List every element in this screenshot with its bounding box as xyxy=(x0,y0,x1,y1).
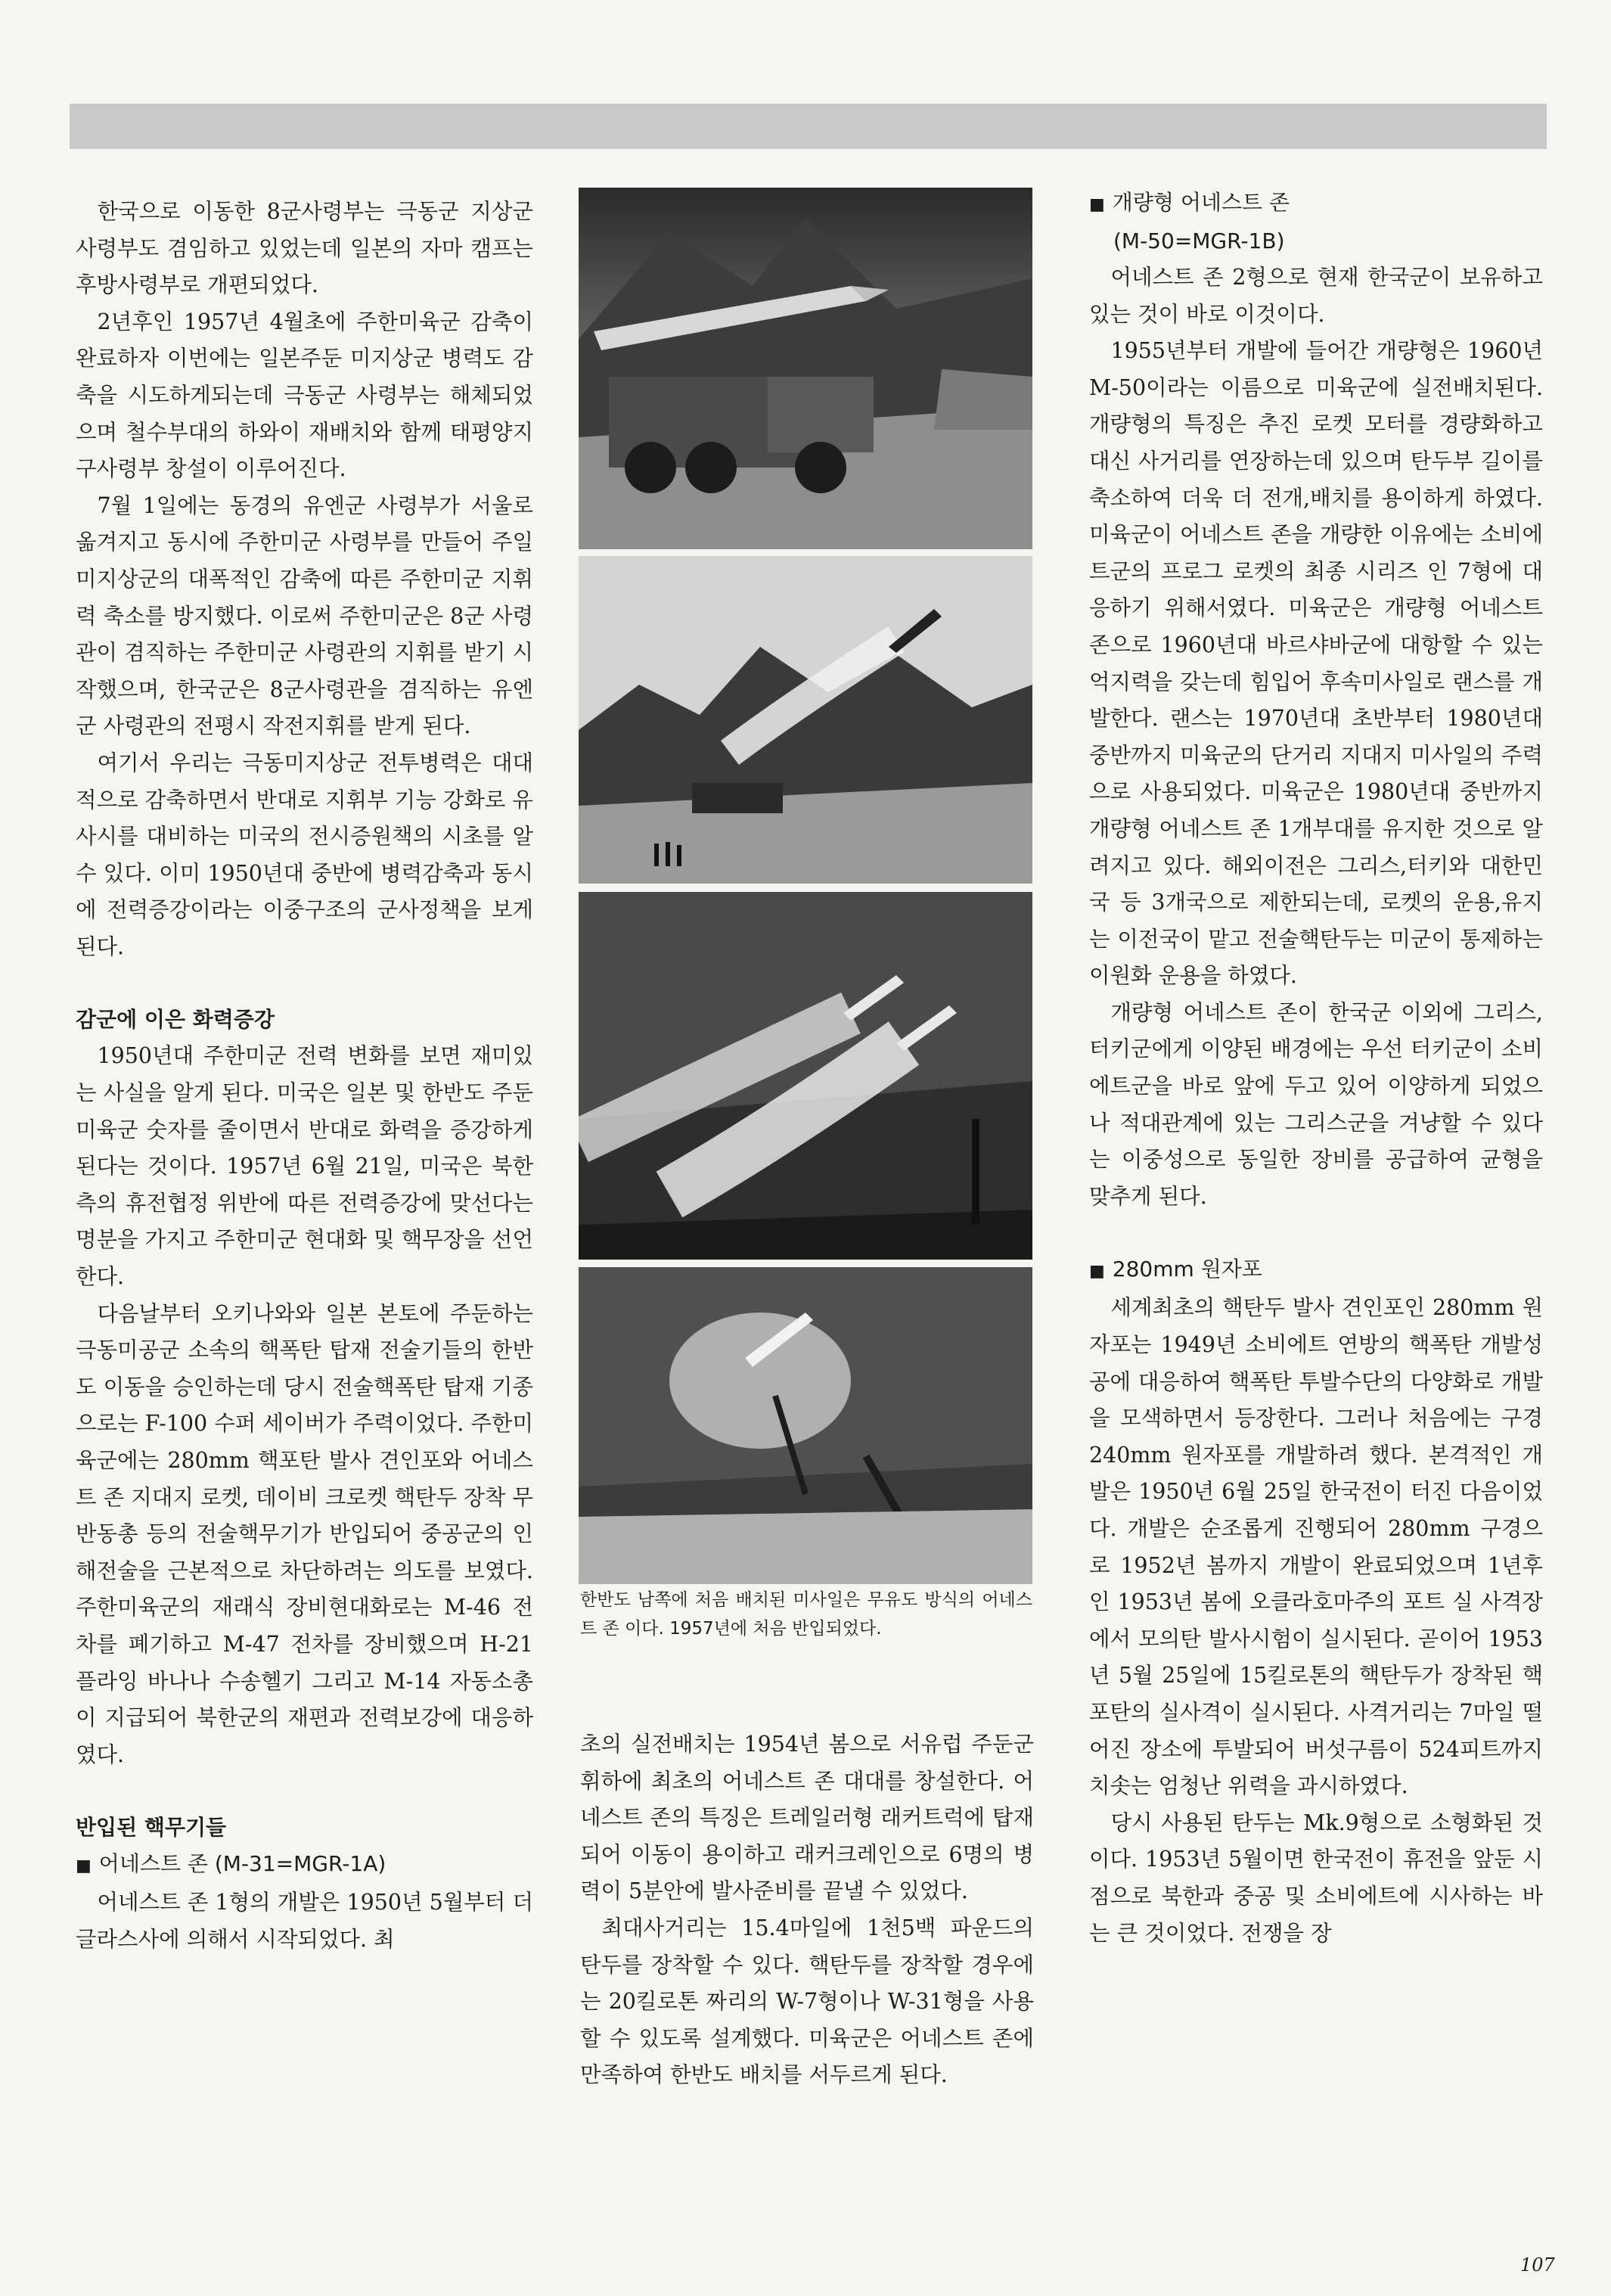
paragraph: 초의 실전배치는 1954년 봄으로 서유럽 주둔군 휘하에 최초의 어네스트 존 대대를 창설한다. 어네스트 존의 특징은 트레일러형 래커트럭에 탑재되어 이동이 용이하고 래커크레인으로 6명의 병력이 5분안에 발사준비를 끝낼 수 있었다. xyxy=(580,1732,1034,1904)
photo-missile-launch-mountain xyxy=(579,556,1032,884)
paragraph: 1955년부터 개발에 들어간 개량형은 1960년 M-50이라는 이름으로 미육군에 실전배치된다. 개량형의 특징은 추진 로켓 모터를 경량화하고 대신 사거리를 연장하는데 있으며 탄두부 길이를 축소하여 더욱 더 전개,배치를 용이하게 하였다. 미육군이 어네스트 존을 개량한 이유에는 소비에트군의 프로그 로켓의 최종 시리즈 인 7형에 대응하기 위해서였다. 미육군은 개량형 어네스트 존으로 1960년대 바르샤바군에 대항할 수 있는 억지력을 갖는데 힘입어 후속미사일로 랜스를 개발한다. 랜스는 1970년대 초반부터 1980년대 중반까지 미육군의 단거리 지대지 미사일의 주력으로 사용되었다. 미육군은 1980년대 중반까지 개량형 어네스트 존 1개부대를 유지한 것으로 알려지고 있다. 해외이전은 그리스,터키와 대한민국 등 3개국으로 제한되는데, 로켓의 운용,유지는 이전국이 맡고 전술핵탄두는 미군이 통제하는 이원화 운용을 하였다. xyxy=(1089,338,1543,989)
column-middle xyxy=(580,1726,1034,2094)
paragraph: 한국으로 이동한 8군사령부는 극동군 지상군 사령부도 겸임하고 있었는데 일본의 자마 캠프는 후방사령부로 개편되었다. xyxy=(76,199,533,298)
photo-missile-launch-desert xyxy=(579,1267,1032,1584)
photo-twin-missile-launch xyxy=(579,892,1032,1260)
section-heading: 감군에 이은 화력증강 xyxy=(76,1007,275,1033)
section-heading: 반입된 핵무기들 xyxy=(76,1815,227,1841)
subheading: ■ 개량형 어네스트 존 xyxy=(1089,190,1290,215)
paragraph: 세계최초의 핵탄두 발사 견인포인 280mm 원자포는 1949년 소비에트 연방의 핵폭탄 개발성공에 대응하여 핵폭탄 투발수단의 다양화로 개발을 모색하면서 등장한다. 그러나 처음에는 구경 240mm 원자포를 개발하려 했다. 본격적인 개발은 1950년 6월 25일 한국전이 터진 다음이었다. 개발은 순조롭게 진행되어 280mm 구경으로 1952년 봄까지 개발이 완료되었으며 1년후인 1953년 봄에 오클라호마주의 포트 실 사격장에서 모의탄 발사시험이 실시된다. 곧이어 1953년 5월 25일에 15킬로톤의 핵탄두가 장착된 핵포탄의 실사격이 실시된다. 사격거리는 7마일 떨어진 장소에 투발되어 버섯구름이 524피트까지 치솟는 엄청난 위력을 과시하였다. xyxy=(1089,1295,1543,1799)
square-bullet-icon: ■ xyxy=(76,1856,92,1876)
paragraph: 2년후인 1957년 4월초에 주한미육군 감축이 완료하자 이번에는 일본주둔 미지상군 병력도 감축을 시도하게되는데 극동군 사령부는 해체되었으며 철수부대의 하와이 재배치와 함께 태평양지구사령부 창설이 이루어진다. xyxy=(76,309,533,482)
paragraph: 1950년대 주한미군 전력 변화를 보면 재미있는 사실을 알게 된다. 미국은 일본 및 한반도 주둔 미육군 숫자를 줄이면서 반대로 화력을 증강하게 된다는 것이다. 1957년 6월 21일, 미국은 북한측의 휴전협정 위반에 따른 전력증강에 맞선다는 명분을 가지고 주한미군 현대화 및 핵무장을 선언한다. xyxy=(76,1043,533,1290)
subheading: ■ 280mm 원자포 xyxy=(1089,1257,1262,1282)
photo-missile-on-truck xyxy=(579,188,1032,549)
photo-caption: 한반도 남쪽에 처음 배치된 미사일은 무유도 방식의 어네스트 존 이다. 1957년에 처음 반입되었다. xyxy=(580,1590,1032,1639)
paragraph: 여기서 우리는 극동미지상군 전투병력은 대대적으로 감축하면서 반대로 지휘부 기능 강화로 유사시를 대비하는 미국의 전시증원책의 시초를 알 수 있다. 이미 1950년대 중반에 병력감축과 동시에 전력증강이라는 이중구조의 군사정책을 보게 된다. xyxy=(76,750,533,959)
subheading-code: (M-50=MGR-1B) xyxy=(1113,228,1285,253)
paragraph: 개량형 어네스트 존이 한국군 이외에 그리스,터키군에게 이양된 배경에는 우선 터키군이 소비에트군을 바로 앞에 두고 있어 이양하게 되었으나 적대관계에 있는 그리스군을 겨냥할 수 있다는 이중성으로 동일한 장비를 공급하여 균형을 맞추게 된다. xyxy=(1089,999,1543,1209)
column-right xyxy=(1089,185,1543,1952)
header-bar xyxy=(70,104,1547,149)
subheading: ■ 어네스트 존 (M-31=MGR-1A) xyxy=(76,1851,386,1877)
paragraph: 7월 1일에는 동경의 유엔군 사령부가 서울로 옮겨지고 동시에 주한미군 사령부를 만들어 주일미지상군의 대폭적인 감축에 따른 주한미군 지휘력 축소를 방지했다. 이로써 주한미군은 8군 사령관이 겸직하는 주한미군 사령관의 지휘를 받기 시작했으며, 한국군은 8군사령관을 겸직하는 유엔군 사령관의 전평시 작전지휘를 받게 된다. xyxy=(76,492,533,739)
paragraph: 다음날부터 오키나와와 일본 본토에 주둔하는 극동미공군 소속의 핵폭탄 탑재 전술기들의 한반도 이동을 승인하는데 당시 전술핵폭탄 탑재 기종으로는 F-100 수퍼 세이버가 주력이었다. 주한미육군에는 280mm 핵포탄 발사 견인포와 어네스트 존 지대지 로켓, 데이비 크로켓 핵탄두 장착 무반동총 등의 전술핵무기가 반입되어 중공군의 인해전술을 근본적으로 차단하려는 의도를 보였다. 주한미육군의 재래식 장비현대화로는 M-46 전차를 폐기하고 M-47 전차를 장비했으며 H-21 플라잉 바나나 수송헬기 그리고 M-14 자동소총이 지급되어 북한군의 재편과 전력보강에 대응하였다. xyxy=(76,1300,533,1767)
paragraph: 최대사거리는 15.4마일에 1천5백 파운드의 탄두를 장착할 수 있다. 핵탄두를 장착할 경우에는 20킬로톤 짜리의 W-7형이나 W-31형을 사용할 수 있도록 설계했다. 미육군은 어네스트 존에 만족하여 한반도 배치를 서두르게 된다. xyxy=(580,1915,1034,2088)
paragraph: 당시 사용된 탄두는 Mk.9형으로 소형화된 것이다. 1953년 5월이면 한국전이 휴전을 앞둔 시점으로 북한과 중공 및 소비에트에 시사하는 바는 큰 것이었다. 전쟁을 장 xyxy=(1089,1810,1543,1946)
square-bullet-icon: ■ xyxy=(1089,1262,1105,1282)
paragraph: 어네스트 존 2형으로 현재 한국군이 보유하고 있는 것이 바로 이것이다. xyxy=(1089,265,1543,327)
paragraph: 어네스트 존 1형의 개발은 1950년 5월부터 더글라스사에 의해서 시작되었다. 최 xyxy=(76,1890,533,1952)
column-left xyxy=(76,194,533,1959)
page-number: 107 xyxy=(1520,2254,1555,2276)
square-bullet-icon: ■ xyxy=(1089,195,1105,214)
